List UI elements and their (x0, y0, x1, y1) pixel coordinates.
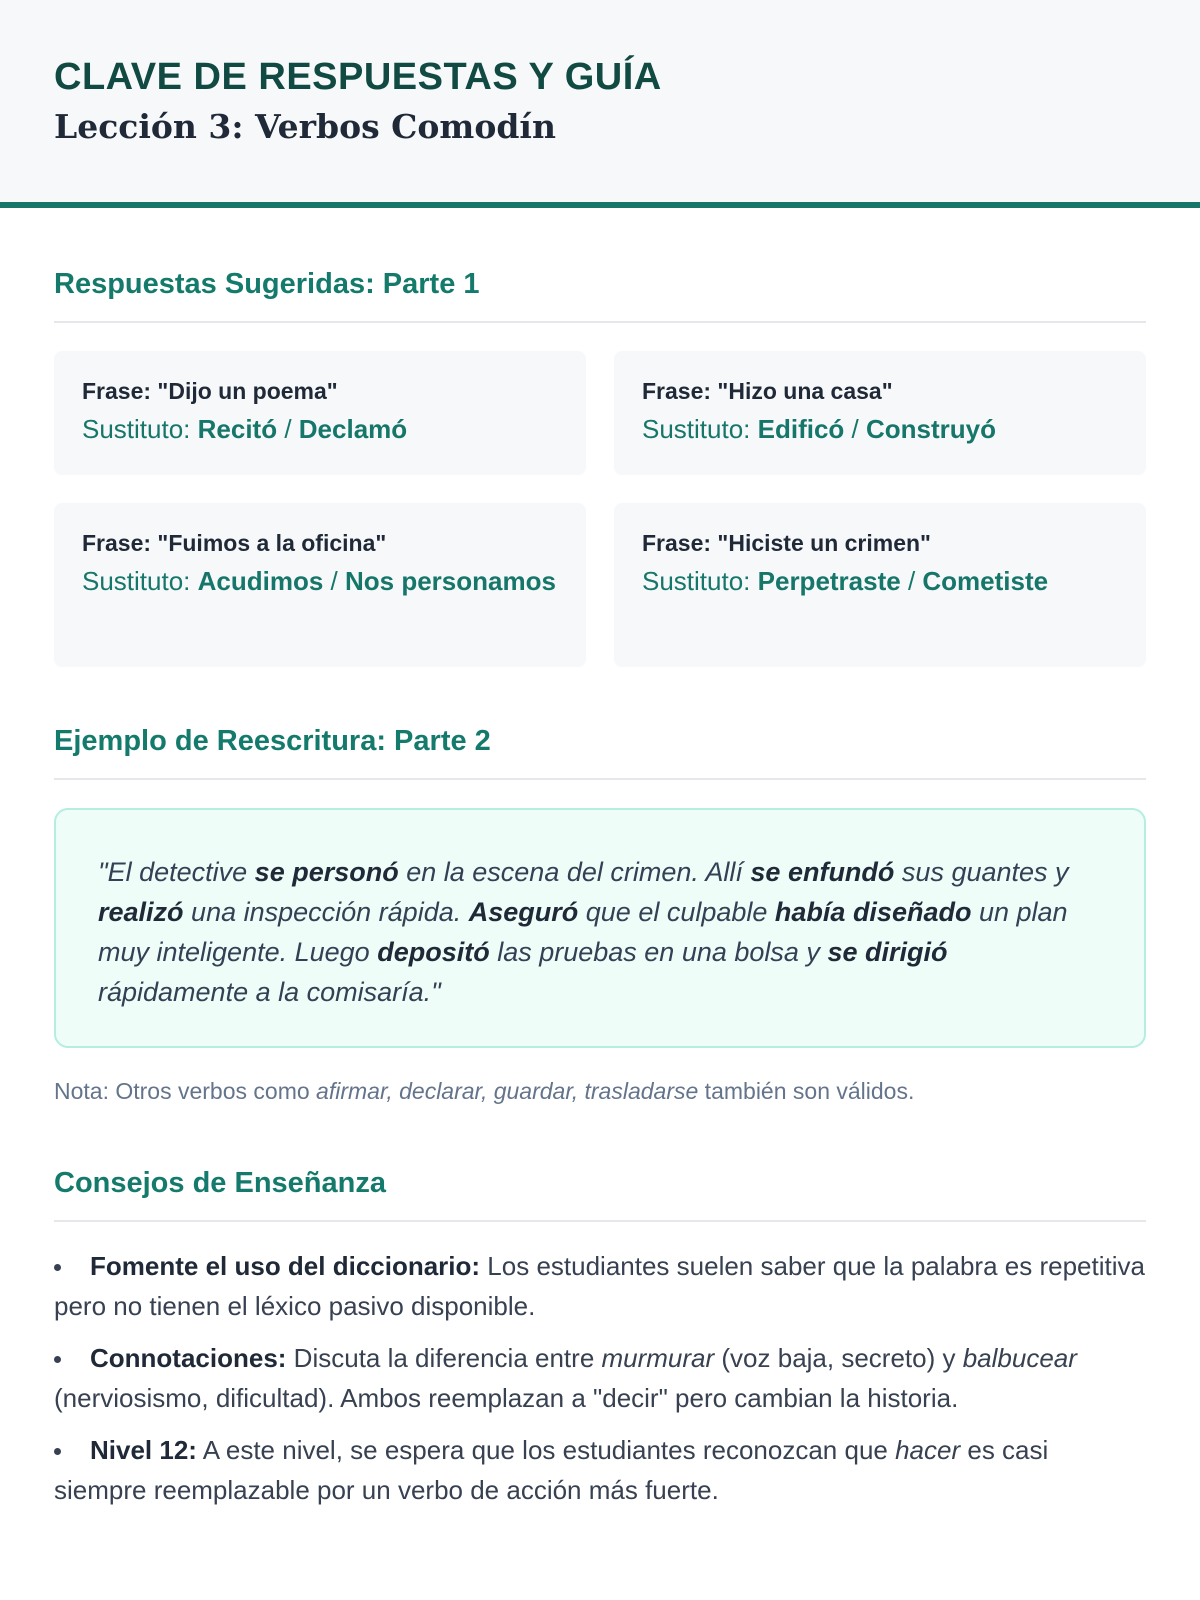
tip-term: balbucear (962, 1343, 1077, 1373)
quote-text: una inspección rápida. (183, 897, 469, 927)
list-item (54, 1246, 1146, 1326)
page-subtitle: Lección 3: Verbos Comodín (54, 107, 556, 146)
quote-text: las pruebas en una bolsa y (489, 937, 828, 967)
card-sustituto: Sustituto: Perpetraste / Cometiste (642, 566, 1049, 596)
option-1: Perpetraste (757, 566, 901, 596)
tip-text: Discuta la diferencia entre (286, 1343, 602, 1373)
quote-verb: se enfundó (750, 857, 895, 887)
tip-heading: Connotaciones: (90, 1343, 287, 1373)
tip-heading: Fomente el uso del diccionario: (90, 1251, 481, 1281)
option-1: Acudimos (197, 566, 324, 596)
quote-verb: Aseguró (468, 897, 579, 927)
card-sustituto: Sustituto: Recitó / Declamó (82, 414, 408, 444)
tip-heading: Nivel 12: (90, 1435, 197, 1465)
option-1: Recitó (197, 414, 278, 444)
tip-text: A este nivel, se espera que los estudiantes reconozcan que (196, 1435, 896, 1465)
quote-text: en la escena del crimen. Allí (398, 857, 751, 887)
answer-card (614, 351, 1146, 475)
sustituto-label: Sustituto: (642, 414, 751, 444)
option-2: Construyó (865, 414, 996, 444)
tip-term: hacer (895, 1435, 961, 1465)
option-1: Edificó (757, 414, 845, 444)
quote-verb: realizó (98, 897, 184, 927)
section-title-part2: Ejemplo de Reescritura: Parte 2 (54, 725, 1146, 780)
tip-text: (voz baja, secreto) y (714, 1343, 963, 1373)
card-frase: Frase: "Hiciste un crimen" (642, 530, 931, 556)
card-frase: Frase: "Hizo una casa" (642, 378, 893, 404)
sustituto-label: Sustituto: (642, 566, 751, 596)
quote-verb: se dirigió (827, 937, 948, 967)
page-header (0, 0, 1200, 208)
tip-text: es casi siempre reemplazable por un verbo de acción más fuerte. (54, 1435, 1049, 1505)
quote-text: un plan muy inteligente. Luego (98, 897, 1068, 967)
note-verbs: afirmar, declarar, guardar, trasladarse (316, 1078, 699, 1104)
answer-card (614, 503, 1146, 667)
quote-text: sus guantes y (894, 857, 1069, 887)
card-sustituto: Sustituto: Acudimos / Nos personamos (82, 566, 556, 596)
answers-grid (54, 351, 1146, 667)
note-text: Nota: Otros verbos como (54, 1078, 317, 1104)
quote-text: rápidamente a la comisaría." (98, 977, 441, 1007)
sustituto-label: Sustituto: (82, 566, 191, 596)
section-title-part1: Respuestas Sugeridas: Parte 1 (54, 208, 1146, 323)
rewrite-quote (98, 852, 1102, 1012)
option-2: Declamó (298, 414, 408, 444)
card-frase: Frase: "Fuimos a la oficina" (82, 530, 387, 556)
tip-term: murmurar (601, 1343, 715, 1373)
section-title-tips: Consejos de Enseñanza (54, 1167, 1146, 1222)
list-item (54, 1430, 1146, 1510)
quote-text: que el culpable (578, 897, 775, 927)
tip-text: Los estudiantes suelen saber que la palabra es repetitiva pero no tienen el léxico pasivo disponible. (54, 1251, 1145, 1321)
option-2: Cometiste (922, 566, 1049, 596)
answer-card (54, 351, 586, 475)
page-title: CLAVE DE RESPUESTAS Y GUÍA (54, 56, 662, 98)
option-2: Nos personamos (345, 566, 556, 596)
list-item (54, 1338, 1146, 1418)
quote-verb: se personó (254, 857, 399, 887)
note-text: también son válidos. (698, 1078, 915, 1104)
card-frase: Frase: "Dijo un poema" (82, 378, 338, 404)
tips-list (54, 1246, 1146, 1510)
card-sustituto: Sustituto: Edificó / Construyó (642, 414, 996, 444)
sustituto-label: Sustituto: (82, 414, 191, 444)
quote-text: "El detective (98, 857, 255, 887)
answer-card (54, 503, 586, 667)
quote-verb: depositó (377, 937, 490, 967)
note (54, 1078, 1146, 1105)
main-content (0, 208, 1200, 1510)
tip-text: (nerviosismo, dificultad). Ambos reemplazan a "decir" pero cambian la historia. (54, 1383, 959, 1413)
rewrite-example-box (54, 808, 1146, 1048)
quote-verb: había diseñado (774, 897, 972, 927)
